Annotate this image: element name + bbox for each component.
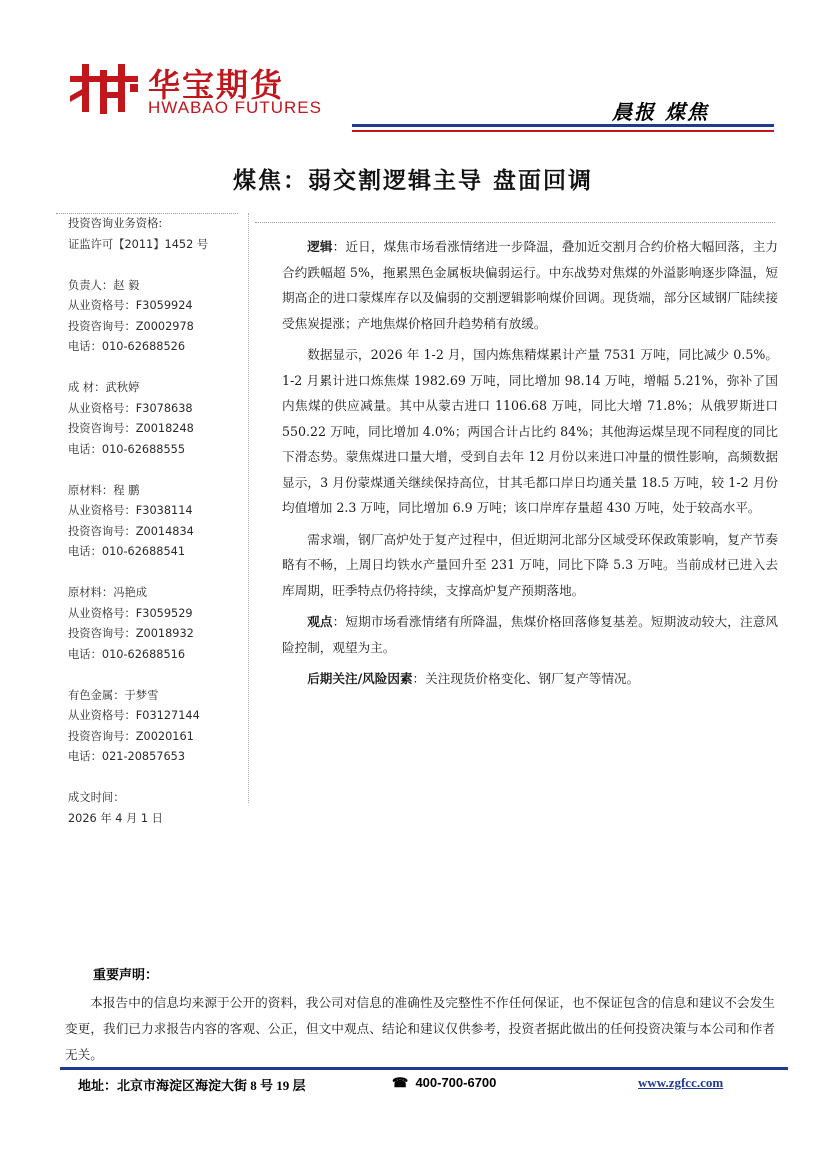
risk-text: ：关注现货价格变化、钢厂复产等情况。	[412, 671, 640, 686]
contact-role: 负责人：赵 毅	[68, 278, 140, 292]
logic-paragraph	[282, 234, 778, 336]
contact-consult: 投资咨询号：Z0020161	[68, 729, 194, 743]
logo-text-cn: 华宝期货	[148, 66, 285, 104]
contact-phone: 电话：010-62688526	[68, 340, 186, 353]
view-text: ：短期市场看涨情绪有所降温，焦煤价格回落修复基差。短期波动较大，注意风险控制，观望为主。	[282, 614, 779, 655]
data-paragraph: 数据显示，2026 年 1-2 月，国内炼焦精煤累计产量 7531 万吨，同比减少 0.5%。1-2 月累计进口炼焦煤 1982.69 万吨，同比增加 98.14 万吨，增幅 5.21%，弥补了国内焦煤的供应减量。其中从蒙古进口 1106.68 万吨，同比大增 71.8%；从俄罗斯进口 550.22 万吨，同比增加 4.0%；两国合计占比约 84%；其他海运煤呈现不同程度的同比下滑态势。蒙焦煤进口量大增，受到自去年 12 月份以来进口冲量的惯性影响，高频数据显示，3 月份蒙煤通关继续保持高位，甘其毛都口岸日均通关量 18.5 万吨，较 1-2 月份均值增加 2.3 万吨，同比增加 6.9 万吨；该口岸库存量超 430 万吨，处于较高水平。	[282, 347, 778, 515]
demand-paragraph: 需求端，钢厂高炉处于复产过程中，但近期河北部分区域受环保政策影响，复产节奏略有不畅，上周日均铁水产量回升至 231 万吨，同比下降 5.3 万吨。当前成材已进入去库周期，旺季特点仍将持续，支撑高炉复产预期落地。	[282, 531, 778, 598]
contact-consult: 投资咨询号：Z0002978	[68, 319, 194, 333]
qualification-label: 投资咨询业务资格:	[68, 217, 163, 230]
contact-role: 原材料：程 鹏	[68, 483, 140, 497]
logo-text-en: HWABAO FUTURES	[148, 98, 322, 117]
sidebar	[68, 214, 238, 829]
footer-phone	[392, 1075, 496, 1091]
risk-label: 后期关注/风险因素	[307, 671, 413, 686]
date-label: 成文时间：	[68, 791, 125, 804]
contact-license: 从业资格号：F3059924	[68, 299, 193, 312]
contact-license: 从业资格号：F03127144	[68, 709, 200, 722]
qualification-license: 证监许可【2011】1452 号	[68, 237, 209, 251]
contact-role: 成 材：武秋婷	[68, 381, 140, 394]
contact-license: 从业资格号：F3038114	[68, 504, 193, 517]
footer-address: 地址：北京市海淀区海淀大街 8 号 19 层	[78, 1078, 306, 1093]
contact-license: 从业资格号：F3078638	[68, 401, 193, 415]
contact-phone: 电话：010-62688541	[68, 545, 186, 558]
page-title: 煤焦：弱交割逻辑主导 盘面回调	[232, 167, 593, 194]
telephone-icon: ☎	[392, 1075, 409, 1090]
main-divider	[255, 222, 775, 223]
disclaimer-text: 本报告中的信息均来源于公开的资料，我公司对信息的准确性及完整性不作任何保证，也不保证包含的信息和建议不会发生变更，我们已力求报告内容的客观、公正，但文中观点、结论和建议仅供参考，投资者据此做出的任何投资决策与本公司和作者无关。	[65, 995, 775, 1062]
header-divider-blue	[352, 124, 774, 127]
view-label: 观点	[307, 614, 333, 629]
view-paragraph	[282, 609, 778, 660]
contact-license: 从业资格号：F3059529	[68, 606, 193, 620]
logic-text: ：近日，煤焦市场看涨情绪进一步降温，叠加近交割月合约价格大幅回落，主力合约跌幅超 5%，拖累黑色金属板块偏弱运行。中东战势对焦煤的外溢影响逐步降温，短期高企的进口蒙煤库存以及偏弱的交割逻辑影响煤价回调。现货端，部分区域钢厂陆续接受焦炭提涨；产地焦煤价格回升趋势稍有放缓。	[282, 239, 779, 331]
contact-consult: 投资咨询号：Z0018932	[68, 627, 194, 640]
logic-label: 逻辑	[307, 239, 333, 254]
contact-consult: 投资咨询号：Z0018248	[68, 422, 194, 435]
company-logo-icon	[70, 62, 138, 114]
contact-phone: 电话：021-20857653	[68, 750, 186, 763]
report-date: 2026 年 4 月 1 日	[68, 811, 163, 825]
footer-divider	[60, 1067, 788, 1070]
contact-phone: 电话：010-62688516	[68, 647, 186, 661]
header-divider-red	[352, 130, 774, 132]
report-body	[282, 234, 778, 698]
report-type: 晨报 煤焦	[612, 100, 709, 124]
footer-website-link[interactable]: www.zgfcc.com	[638, 1075, 724, 1090]
contact-consult: 投资咨询号：Z0014834	[68, 524, 194, 538]
risk-paragraph	[282, 666, 778, 692]
contact-role: 原材料：冯艳成	[68, 586, 148, 599]
footer-phone-number: 400-700-6700	[415, 1075, 497, 1090]
disclaimer-title: 重要声明：	[93, 968, 159, 983]
column-divider	[248, 213, 249, 803]
contact-role: 有色金属：于梦雪	[68, 688, 159, 702]
contact-phone: 电话：010-62688555	[68, 442, 186, 456]
